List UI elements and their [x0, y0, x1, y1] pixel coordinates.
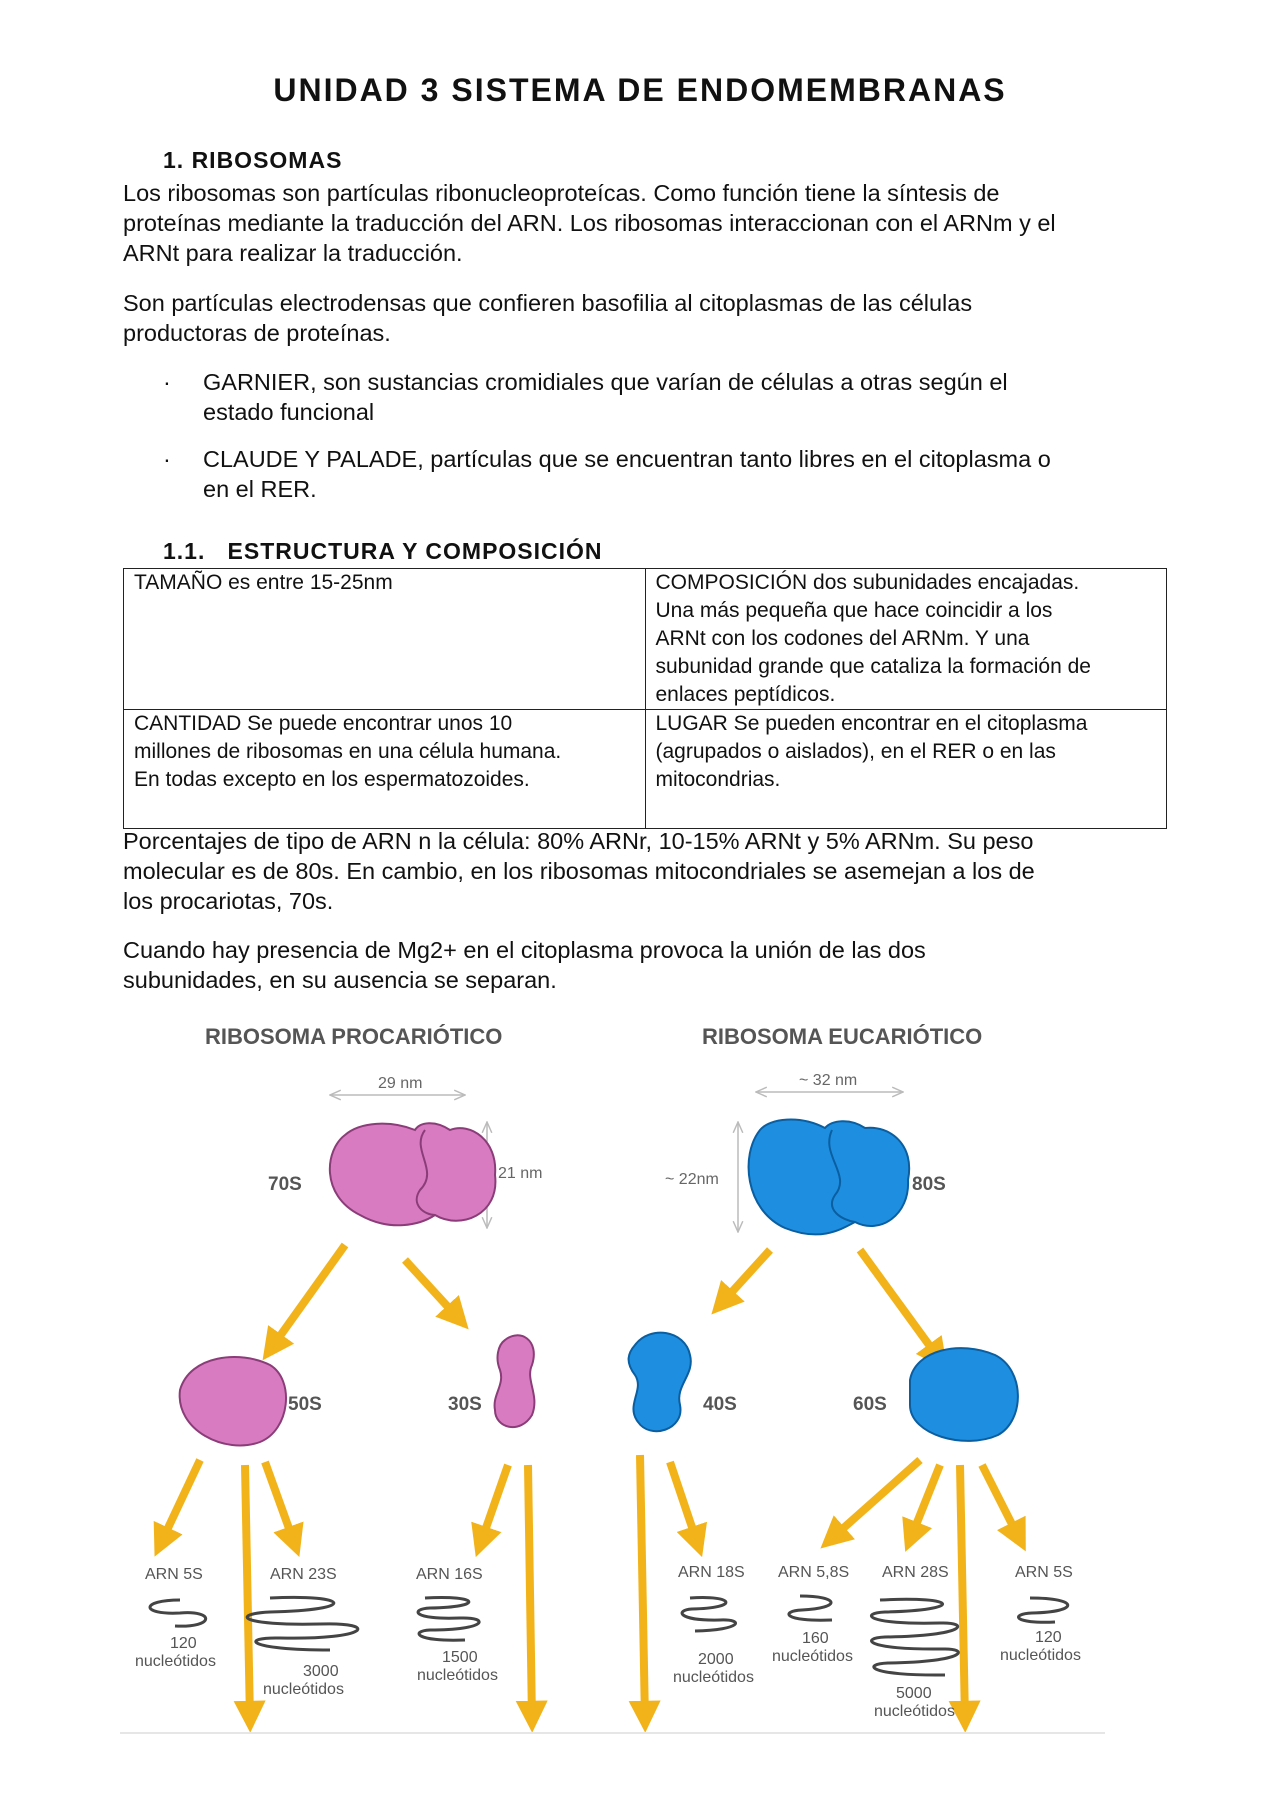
- bullet-text-line: en el RER.: [203, 476, 317, 502]
- arrow: [860, 1250, 940, 1360]
- rna-unit: nucleótidos: [772, 1648, 853, 1665]
- ribosome-diagram: [120, 1010, 1120, 1750]
- paragraph-line: los procariotas, 70s.: [123, 888, 334, 914]
- arrow: [640, 1455, 645, 1720]
- paragraph-line: ARNt para realizar la traducción.: [123, 240, 463, 266]
- prok-title: RIBOSOMA PROCARIÓTICO: [205, 1024, 503, 1049]
- arrow: [960, 1465, 965, 1720]
- rna-count: 1500: [442, 1649, 478, 1666]
- euk-40s-label: 40S: [703, 1394, 737, 1415]
- rna-unit: nucleótidos: [1000, 1647, 1081, 1664]
- rna-squiggle: [418, 1598, 479, 1641]
- prok-30s-subunit: [495, 1335, 535, 1427]
- rna-count: 120: [170, 1635, 197, 1652]
- euk-width-label: ~ 32 nm: [799, 1072, 858, 1089]
- arrow: [720, 1250, 770, 1305]
- prok-50s-subunit: [180, 1357, 286, 1445]
- bullet-text-line: estado funcional: [203, 399, 375, 425]
- paragraph-line: proteínas mediante la traducción del ARN. Los ribosomas interaccionan con el ARNm y el: [123, 210, 1056, 236]
- bullet-item-garnier: [163, 367, 1163, 427]
- rna-count: 5000: [896, 1685, 932, 1702]
- rna-unit: nucleótidos: [874, 1703, 955, 1720]
- bullet-dot: ·: [163, 369, 171, 395]
- rna-name: ARN 18S: [678, 1564, 745, 1581]
- section-heading-estructura: 1.1. ESTRUCTURA Y COMPOSICIÓN: [163, 538, 603, 564]
- euk-60s-subunit: [910, 1348, 1018, 1441]
- paragraph-line: subunidades, en su ausencia se separan.: [123, 967, 557, 993]
- rna-squiggle: [247, 1597, 358, 1650]
- rna-squiggle: [1018, 1598, 1067, 1622]
- euk-80s-label: 80S: [912, 1174, 946, 1195]
- prok-70s-ribosome: [330, 1123, 496, 1225]
- rna-name: ARN 5,8S: [778, 1564, 850, 1581]
- rna-name: ARN 23S: [270, 1566, 337, 1583]
- paragraph-line: Porcentajes de tipo de ARN n la célula: 80% ARNr, 10-15% ARNt y 5% ARNm. Su peso: [123, 828, 1034, 854]
- paragraph-line: Cuando hay presencia de Mg2+ en el citoplasma provoca la unión de las dos: [123, 937, 926, 963]
- table-cell-tamano: TAMAÑO es entre 15-25nm: [124, 569, 646, 710]
- arrow: [160, 1460, 200, 1545]
- arrow: [245, 1465, 250, 1720]
- prok-30s-label: 30S: [448, 1394, 482, 1415]
- rna-squiggle: [150, 1600, 206, 1626]
- bullet-text-line: CLAUDE Y PALADE, partículas que se encuentran tanto libres en el citoplasma o: [203, 446, 1051, 472]
- arrow: [910, 1465, 940, 1540]
- split-arrows: [270, 1245, 940, 1360]
- rna-name: ARN 5S: [145, 1566, 203, 1583]
- rna-name: ARN 5S: [1015, 1564, 1073, 1581]
- rna-unit: nucleótidos: [417, 1667, 498, 1684]
- euk-60s-label: 60S: [853, 1394, 887, 1415]
- bullet-text-line: GARNIER, son sustancias cromidiales que varían de células a otras según el: [203, 369, 1008, 395]
- prok-height-label: 21 nm: [498, 1165, 543, 1182]
- rna-count: 120: [1035, 1629, 1062, 1646]
- rna-count: 3000: [303, 1663, 339, 1680]
- rna-count: 160: [802, 1630, 829, 1647]
- euk-80s-ribosome: [749, 1120, 910, 1235]
- rna-count: 2000: [698, 1651, 734, 1668]
- bullet-dot: ·: [163, 446, 171, 472]
- paragraph-line: productoras de proteínas.: [123, 320, 391, 346]
- paragraph-line: molecular es de 80s. En cambio, en los ribosomas mitocondriales se asemejan a los de: [123, 858, 1035, 884]
- paragraph-line: Son partículas electrodensas que confieren basofilia al citoplasmas de las células: [123, 290, 973, 316]
- rna-squiggle: [789, 1596, 832, 1620]
- arrow: [480, 1465, 508, 1545]
- euk-40s-subunit: [629, 1333, 691, 1432]
- structure-table: [123, 568, 1167, 829]
- rna-name: ARN 28S: [882, 1564, 949, 1581]
- prok-width-label: 29 nm: [378, 1075, 423, 1092]
- table-cell-composicion: COMPOSICIÓN dos subunidades encajadas. Una más pequeña que hace coincidir a los ARNt con los codones del ARNm. Y una subunidad grande que cataliza la formación de enlaces peptídicos.: [645, 569, 1167, 710]
- arrow: [830, 1460, 920, 1540]
- table-cell-lugar: LUGAR Se pueden encontrar en el citoplasma (agrupados o aislados), en el RER o en las mitocondrias.: [645, 710, 1167, 829]
- paragraph-line: Los ribosomas son partículas ribonucleoproteícas. Como función tiene la síntesis de: [123, 180, 1000, 206]
- table-cell-cantidad: CANTIDAD Se puede encontrar unos 10 millones de ribosomas en una célula humana. En todas excepto en los espermatozoides.: [124, 710, 646, 829]
- page-title: UNIDAD 3 SISTEMA DE ENDOMEMBRANAS: [273, 72, 1007, 108]
- euk-title: RIBOSOMA EUCARIÓTICO: [702, 1024, 983, 1049]
- arrow: [670, 1462, 698, 1545]
- rna-unit: nucleótidos: [673, 1669, 754, 1686]
- rna-squiggle: [871, 1599, 958, 1675]
- prok-50s-label: 50S: [288, 1394, 322, 1415]
- arrow: [270, 1245, 345, 1350]
- arrow: [405, 1260, 460, 1320]
- rna-squiggle: [682, 1598, 735, 1631]
- arrow: [528, 1465, 532, 1720]
- bullet-item-claude-palade: [163, 444, 1163, 504]
- arrow: [982, 1465, 1020, 1540]
- euk-height-label: ~ 22nm: [665, 1171, 719, 1188]
- prok-70s-label: 70S: [268, 1174, 302, 1195]
- rna-unit: nucleótidos: [135, 1653, 216, 1670]
- rna-name: ARN 16S: [416, 1566, 483, 1583]
- arrow: [265, 1462, 295, 1545]
- section-heading-ribosomas: 1. RIBOSOMAS: [163, 147, 343, 173]
- rna-unit: nucleótidos: [263, 1681, 344, 1698]
